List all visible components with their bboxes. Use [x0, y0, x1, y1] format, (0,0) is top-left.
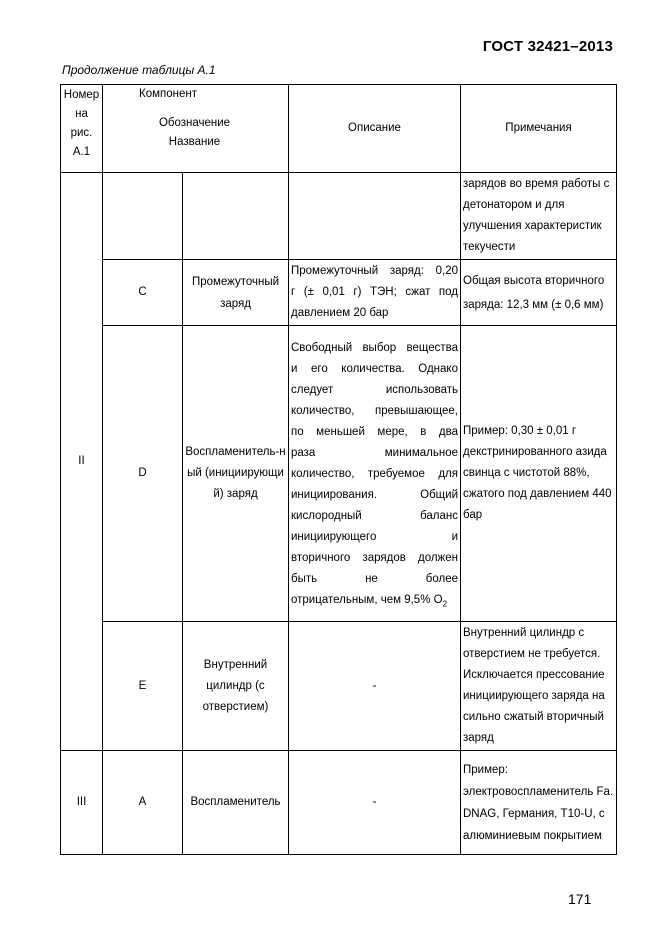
- desc-line: г (± 0,01 г) ТЭН; сжат под: [291, 286, 458, 298]
- designation-e: E: [103, 622, 183, 751]
- group-number-ii: II: [61, 173, 103, 751]
- desc-line: Свободный выбор вещества: [291, 341, 458, 354]
- desc-line-last: [291, 590, 458, 614]
- designation-a: А: [103, 751, 183, 855]
- desc-line: количество, требуемое для: [291, 467, 458, 480]
- desc-last-text: отрицательным, чем 9,5% O: [291, 593, 443, 606]
- table-header-row: [61, 85, 617, 173]
- description-c: [289, 260, 461, 326]
- header-notes: Примечания: [461, 85, 617, 173]
- header-number-line: А.1: [72, 146, 91, 158]
- cont-notes-cell: зарядов во время работы с детонатором и для улучшения характеристик текучести: [461, 173, 617, 260]
- table-row: [61, 173, 617, 260]
- header-description: Описание: [289, 85, 461, 173]
- notes-e: Внутренний цилиндр с отверстием не требуется. Исключается прессование инициирующего заряда на сильно сжатый вторичный заряд: [461, 622, 617, 751]
- table-row: [61, 326, 617, 622]
- name-c: Промежуточный заряд: [183, 260, 289, 326]
- desc-line: Промежуточный заряд: 0,20: [291, 265, 458, 277]
- desc-line: инициирующего и: [291, 530, 458, 543]
- header-component-label: Компонент: [139, 88, 197, 100]
- designation-c: С: [103, 260, 183, 326]
- table-caption: Продолжение таблицы А.1: [62, 63, 216, 77]
- group-number-iii: III: [61, 751, 103, 855]
- desc-line: и его количества. Однако: [291, 362, 458, 375]
- table-row: [61, 751, 617, 855]
- desc-line: раза минимальное: [291, 446, 458, 459]
- notes-d: Пример: 0,30 ± 0,01 г декстринированного азида свинца с чистотой 88%, сжатого под давлением 440 бар: [461, 326, 617, 622]
- desc-line: вторичного зарядов должен: [291, 551, 458, 564]
- header-number-line: Номер: [63, 89, 100, 101]
- name-a: Воспламенитель: [183, 751, 289, 855]
- table-row: [61, 260, 617, 326]
- description-a: -: [289, 751, 461, 855]
- notes-c: Общая высота вторичного заряда: 12,3 мм (± 0,6 мм): [461, 260, 617, 326]
- name-d: Воспламенитель-ный (инициирующий) заряд: [183, 326, 289, 622]
- desc-line: по меньшей мере, в два: [291, 425, 458, 438]
- description-d: [289, 326, 461, 622]
- desc-line: быть не более: [291, 572, 458, 585]
- oxygen-subscript: 2: [442, 599, 448, 609]
- cont-name-cell: [183, 173, 289, 260]
- header-name-label: Название: [168, 136, 221, 148]
- page-number: 171: [568, 891, 592, 907]
- desc-line: инициирования. Общий: [291, 488, 458, 501]
- desc-line: давлением 20 бар: [291, 307, 389, 319]
- document-code: ГОСТ 32421–2013: [482, 38, 613, 55]
- cont-designation-cell: [103, 173, 183, 260]
- header-designation-label: Обозначение: [158, 117, 231, 129]
- cont-description-cell: [289, 173, 461, 260]
- desc-line: количество, превышающее,: [291, 404, 458, 417]
- name-e: Внутренний цилиндр (с отверстием): [183, 622, 289, 751]
- table-row: [61, 622, 617, 751]
- desc-line: следует использовать: [291, 383, 458, 396]
- component-table: [60, 84, 617, 855]
- notes-a: Пример: электровоспламенитель Fa. DNAG, Германия, T10-U, с алюминиевым покрытием: [461, 751, 617, 855]
- header-component: [103, 85, 289, 173]
- desc-line: кислородный баланс: [291, 509, 458, 522]
- header-number-line: на: [75, 108, 88, 120]
- header-number-line: рис.: [70, 127, 93, 139]
- description-e: -: [289, 622, 461, 751]
- designation-d: D: [103, 326, 183, 622]
- header-figure-number: [61, 85, 103, 173]
